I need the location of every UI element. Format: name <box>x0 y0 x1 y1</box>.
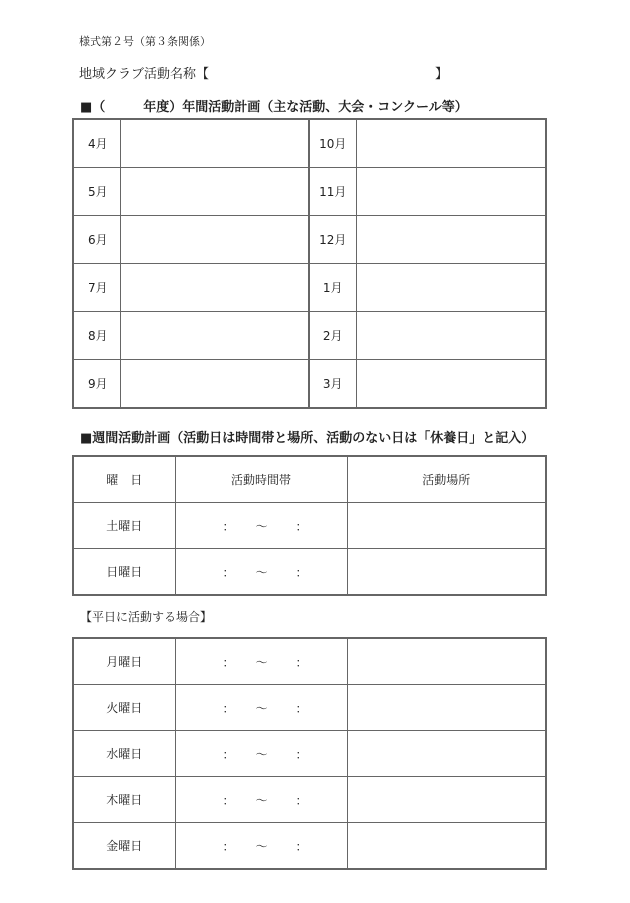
range-tilde: 〜 <box>255 655 268 669</box>
activity-cell-right[interactable] <box>356 312 546 360</box>
schedule-row <box>73 777 546 823</box>
schedule-row <box>73 823 546 870</box>
day-label: 日曜日 <box>73 549 175 596</box>
activity-cell-left[interactable] <box>120 119 309 168</box>
month-label-right: 10月 <box>309 119 356 168</box>
time-range-cell[interactable] <box>175 549 347 596</box>
end-colon: ： <box>295 747 308 761</box>
start-colon: ： <box>222 701 235 715</box>
annual-plan-table <box>72 118 547 409</box>
place-cell[interactable] <box>347 777 546 823</box>
range-tilde: 〜 <box>255 565 268 579</box>
annual-plan-heading <box>80 96 468 115</box>
place-cell[interactable] <box>347 638 546 685</box>
place-cell[interactable] <box>347 823 546 870</box>
schedule-row <box>73 549 546 596</box>
end-colon: ： <box>295 655 308 669</box>
weekend-schedule-table <box>72 455 547 596</box>
month-label-right: 11月 <box>309 168 356 216</box>
schedule-row <box>73 638 546 685</box>
month-label-left: 9月 <box>73 360 120 409</box>
day-label: 木曜日 <box>73 777 175 823</box>
annual-row <box>73 312 546 360</box>
start-colon: ： <box>222 839 235 853</box>
end-colon: ： <box>295 701 308 715</box>
activity-cell-right[interactable] <box>356 264 546 312</box>
month-label-left: 4月 <box>73 119 120 168</box>
range-tilde: 〜 <box>255 747 268 761</box>
day-label: 金曜日 <box>73 823 175 870</box>
activity-cell-right[interactable] <box>356 216 546 264</box>
activity-cell-left[interactable] <box>120 360 309 409</box>
range-tilde: 〜 <box>255 839 268 853</box>
annual-row <box>73 264 546 312</box>
weekly-plan-heading: ■週間活動計画（活動日は時間帯と場所、活動のない日は「休養日」と記入） <box>80 431 535 446</box>
place-cell[interactable] <box>347 731 546 777</box>
time-range-cell[interactable] <box>175 503 347 549</box>
month-label-right: 12月 <box>309 216 356 264</box>
day-label: 火曜日 <box>73 685 175 731</box>
end-colon: ： <box>295 839 308 853</box>
place-cell[interactable] <box>347 549 546 596</box>
month-label-left: 8月 <box>73 312 120 360</box>
activity-cell-left[interactable] <box>120 312 309 360</box>
annual-heading-rest: 年度）年間活動計画（主な活動、大会・コンクール等） <box>143 100 468 115</box>
time-range-cell[interactable] <box>175 823 347 870</box>
activity-cell-right[interactable] <box>356 119 546 168</box>
form-number: 様式第２号（第３条関係） <box>79 35 211 48</box>
col-day-header: 曜 日 <box>73 456 175 503</box>
schedule-row <box>73 731 546 777</box>
col-time-header: 活動時間帯 <box>175 456 347 503</box>
place-cell[interactable] <box>347 503 546 549</box>
time-range-cell[interactable] <box>175 731 347 777</box>
time-range-cell[interactable] <box>175 638 347 685</box>
day-label: 水曜日 <box>73 731 175 777</box>
start-colon: ： <box>222 747 235 761</box>
month-label-right: 3月 <box>309 360 356 409</box>
activity-cell-left[interactable] <box>120 168 309 216</box>
start-colon: ： <box>222 565 235 579</box>
club-name-close-bracket: 】 <box>435 67 449 82</box>
range-tilde: 〜 <box>255 793 268 807</box>
annual-row <box>73 119 546 168</box>
time-range-cell[interactable] <box>175 777 347 823</box>
place-cell[interactable] <box>347 685 546 731</box>
club-name-row <box>79 63 459 82</box>
day-label: 土曜日 <box>73 503 175 549</box>
activity-cell-left[interactable] <box>120 216 309 264</box>
annual-row <box>73 360 546 409</box>
range-tilde: 〜 <box>255 701 268 715</box>
end-colon: ： <box>295 565 308 579</box>
start-colon: ： <box>222 655 235 669</box>
day-label: 月曜日 <box>73 638 175 685</box>
annual-row <box>73 168 546 216</box>
weekday-subheading: 【平日に活動する場合】 <box>80 610 213 624</box>
header-row <box>73 456 546 503</box>
col-place-header: 活動場所 <box>347 456 546 503</box>
annual-heading-open: ■（ <box>80 100 106 115</box>
annual-row <box>73 216 546 264</box>
month-label-left: 6月 <box>73 216 120 264</box>
month-label-left: 7月 <box>73 264 120 312</box>
activity-cell-left[interactable] <box>120 264 309 312</box>
schedule-row <box>73 503 546 549</box>
month-label-left: 5月 <box>73 168 120 216</box>
schedule-row <box>73 685 546 731</box>
month-label-right: 2月 <box>309 312 356 360</box>
start-colon: ： <box>222 519 235 533</box>
activity-cell-right[interactable] <box>356 360 546 409</box>
weekday-schedule-table <box>72 637 547 870</box>
month-label-right: 1月 <box>309 264 356 312</box>
club-name-label: 地域クラブ活動名称【 <box>79 67 210 82</box>
time-range-cell[interactable] <box>175 685 347 731</box>
range-tilde: 〜 <box>255 519 268 533</box>
activity-cell-right[interactable] <box>356 168 546 216</box>
start-colon: ： <box>222 793 235 807</box>
end-colon: ： <box>295 793 308 807</box>
end-colon: ： <box>295 519 308 533</box>
